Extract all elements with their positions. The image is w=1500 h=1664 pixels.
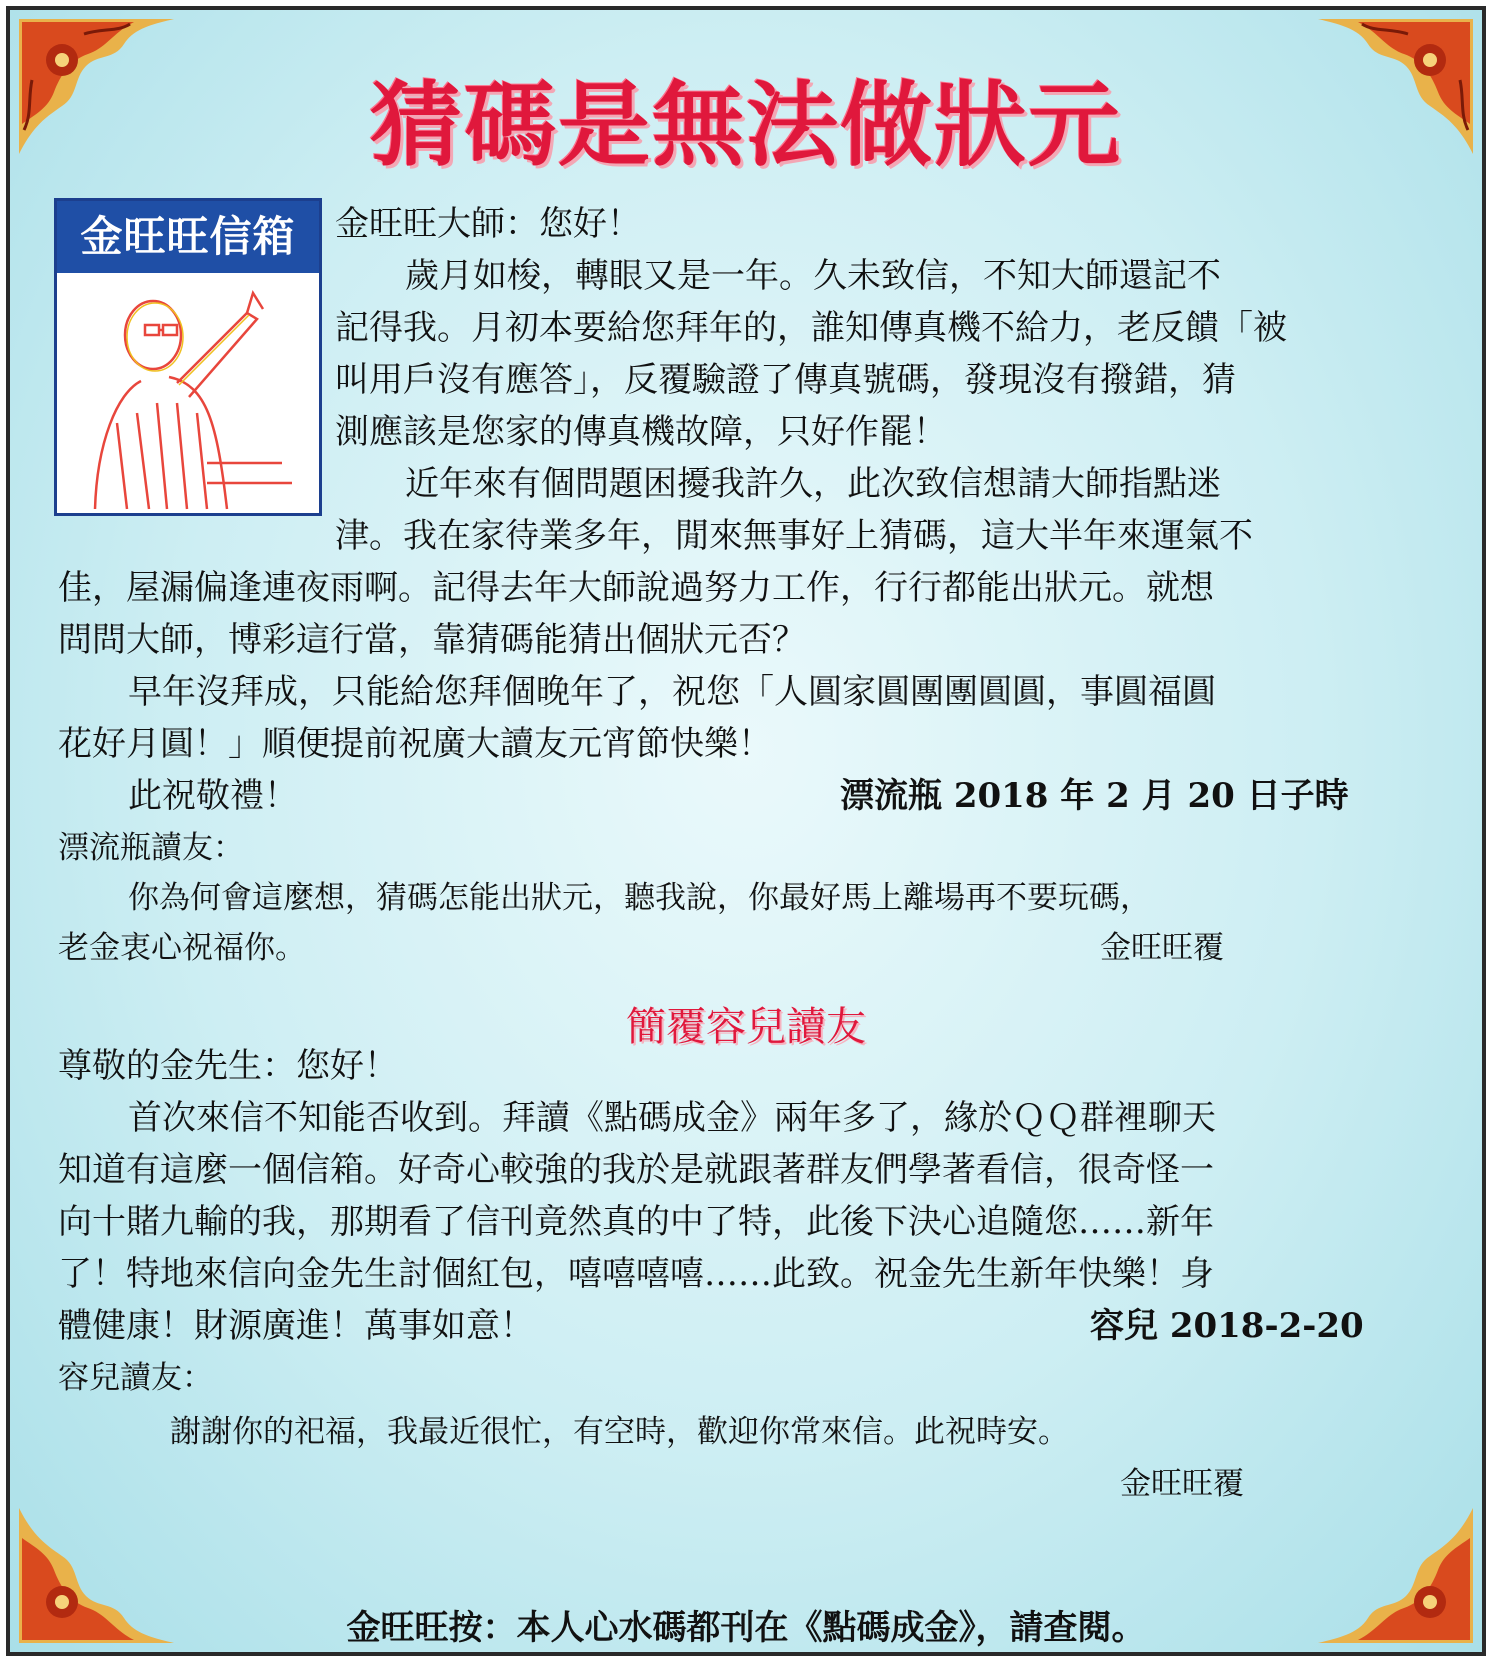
letter1-line: 記得我。月初本要給您拜年的，誰知傳真機不給力，老反饋「被 (335, 308, 1287, 348)
letter1-line: 津。我在家待業多年，閒來無事好上猜碼，這大半年來運氣不 (335, 516, 1253, 556)
reply1-signature: 金旺旺覆 (1100, 930, 1224, 966)
letter2-line: 向十賭九輸的我，那期看了信刊竟然真的中了特，此後下決心追隨您……新年 (58, 1202, 1214, 1242)
reply2-line: 謝謝你的祀福，我最近很忙，有空時，歡迎你常來信。此祝時安。 (170, 1414, 1069, 1450)
letter1-line: 早年沒拜成，只能給您拜個晚年了，祝您「人圓家圓團團圓圓，事圓福圓 (128, 672, 1216, 712)
letter2-line: 體健康！財源廣進！萬事如意！ (58, 1306, 534, 1346)
letter2-line: 知道有這麼一個信箱。好奇心較強的我於是就跟著群友們學著看信，很奇怪一 (58, 1150, 1214, 1190)
letter1-line: 歲月如梭，轉眼又是一年。久未致信，不知大師還記不 (405, 256, 1221, 296)
letter1-signature: 漂流瓶 2018 年 2 月 20 日子時 (840, 776, 1349, 816)
reply2-signature: 金旺旺覆 (1120, 1466, 1244, 1502)
section-subtitle: 簡覆容兒讀友 (626, 1004, 866, 1050)
letter-page (6, 6, 1486, 1656)
letter1-line: 問問大師，博彩這行當，靠猜碼能猜出個狀元否？ (58, 620, 806, 660)
footer-note: 金旺旺按：本人心水碼都刊在《點碼成金》，請查閱。 (346, 1608, 1146, 1648)
letter1-line: 近年來有個問題困擾我許久，此次致信想請大師指點迷 (405, 464, 1221, 504)
mailbox-logo (54, 198, 322, 516)
letter2-line: 首次來信不知能否收到。拜讀《點碼成金》兩年多了，緣於ＱＱ群裡聊天 (128, 1098, 1216, 1138)
letter1-line: 佳，屋漏偏逢連夜雨啊。記得去年大師說過努力工作，行行都能出狀元。就想 (58, 568, 1214, 608)
reply1-line: 老金衷心祝福你。 (58, 930, 306, 966)
letter2-signature: 容兒 2018-2-20 (1090, 1306, 1364, 1346)
letter1-closing: 此祝敬禮！ (128, 776, 298, 816)
letter1-line: 測應該是您家的傳真機故障，只好作罷！ (335, 412, 947, 452)
reply2-greeting: 容兒讀友： (58, 1360, 213, 1396)
letter1-line: 花好月圓！」順便提前祝廣大讀友元宵節快樂！ (58, 724, 772, 764)
pointing-man-illustration-icon (57, 273, 319, 513)
letter2-line: 了！特地來信向金先生討個紅包，嘻嘻嘻嘻……此致。祝金先生新年快樂！身 (58, 1254, 1214, 1294)
reply1-greeting: 漂流瓶讀友： (58, 830, 244, 866)
page-title: 猜碼是無法做狀元 (369, 72, 1122, 179)
letter1-line: 金旺旺大師：您好！ (335, 204, 641, 244)
mailbox-label: 金旺旺信箱 (57, 201, 319, 273)
reply1-line: 你為何會這麼想，猜碼怎能出狀元，聽我說，你最好馬上離場再不要玩碼， (128, 880, 1151, 916)
letter1-line: 叫用戶沒有應答」，反覆驗證了傳真號碼，發現沒有撥錯，猜 (335, 360, 1236, 400)
letter2-line: 尊敬的金先生：您好！ (58, 1046, 398, 1086)
